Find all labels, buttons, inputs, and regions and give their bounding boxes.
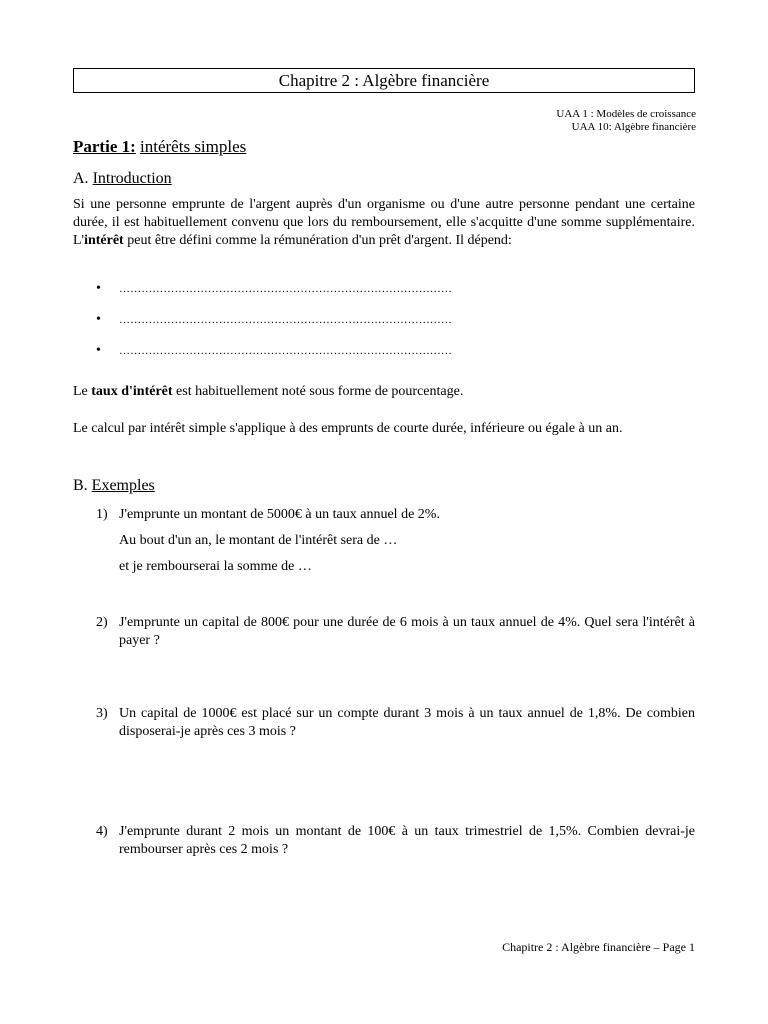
example-3 (96, 705, 695, 741)
chapter-title: Chapitre 2 : Algèbre financière (73, 68, 695, 93)
bullet-item (96, 311, 516, 342)
section-a-title: Introduction (92, 170, 172, 187)
intro-text-2: peut être défini comme la rémunération d'un prêt d'argent. Il dépend: (123, 233, 512, 248)
example-number: 2) (96, 615, 108, 630)
section-a-heading (73, 169, 172, 189)
blank-line: ……………………………………………………………………………… (119, 314, 452, 326)
example-number: 4) (96, 824, 108, 839)
bullet-item (96, 280, 516, 311)
intro-paragraph (73, 196, 695, 250)
section-b-heading (73, 476, 155, 496)
part-heading (73, 136, 246, 158)
section-b-title: Exemples (91, 477, 155, 494)
example-subline: Au bout d'un an, le montant de l'intérêt sera de … (119, 533, 398, 548)
example-1 (96, 506, 695, 576)
bullet-icon: • (96, 281, 101, 296)
uaa-line-2: UAA 10: Algèbre financière (571, 121, 696, 133)
section-a-letter: A. (73, 170, 89, 187)
uaa-line-1: UAA 1 : Modèles de croissance (556, 108, 696, 120)
taux-text-post: est habituellement noté sous forme de pourcentage. (172, 384, 464, 399)
bullet-item (96, 342, 516, 373)
example-number: 1) (96, 507, 108, 522)
calcul-paragraph: Le calcul par intérêt simple s'applique à des emprunts de courte durée, inférieure ou égale à un an. (73, 421, 623, 436)
taux-bold-term: taux d'intérêt (91, 384, 173, 399)
intro-text-1: Si une personne emprunte de l'argent auprès d'un organisme ou d'une autre personne pendant une certaine durée, il est habituellement convenu que lors du remboursement, elle s'acquitte d'une somme supplémentaire. L' (73, 197, 695, 248)
example-text: J'emprunte un capital de 800€ pour une durée de 6 mois à un taux annuel de 4%. Quel sera l'intérêt à payer ? (119, 615, 695, 648)
part-title: intérêts simples (140, 137, 247, 156)
intro-bold-term: intérêt (84, 233, 124, 248)
blank-line: ……………………………………………………………………………… (119, 283, 452, 295)
page-footer: Chapitre 2 : Algèbre financière – Page 1 (502, 940, 695, 954)
bullet-icon: • (96, 312, 101, 327)
example-2 (96, 614, 695, 650)
taux-text-pre: Le (73, 384, 92, 399)
bullet-icon: • (96, 343, 101, 358)
uaa-block (556, 108, 696, 134)
example-number: 3) (96, 706, 108, 721)
dependency-bullets (96, 280, 516, 373)
example-text: J'emprunte durant 2 mois un montant de 100€ à un taux trimestriel de 1,5%. Combien devrai-je rembourser après ces 2 mois ? (119, 824, 695, 857)
taux-paragraph (73, 383, 695, 401)
blank-line: ……………………………………………………………………………… (119, 345, 452, 357)
example-text: Un capital de 1000€ est placé sur un compte durant 3 mois à un taux annuel de 1,8%. De combien disposerai-je après ces 3 mois ? (119, 706, 695, 739)
section-b-letter: B. (73, 477, 88, 494)
example-subline: et je rembourserai la somme de … (119, 559, 312, 574)
example-4 (96, 823, 695, 859)
example-text: J'emprunte un montant de 5000€ à un taux annuel de 2%. (119, 507, 440, 522)
part-label: Partie 1: (73, 137, 136, 156)
